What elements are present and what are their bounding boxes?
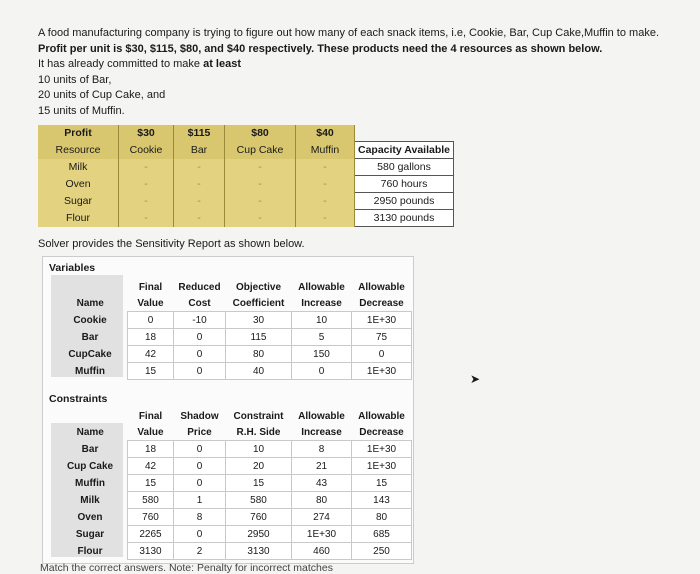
header-final: Final xyxy=(138,410,163,422)
header-spacer xyxy=(53,279,128,295)
capacity-sugar: 2950 pounds xyxy=(355,193,454,210)
profit-row xyxy=(38,125,454,142)
allowable-decrease: 15 xyxy=(352,475,412,492)
final-value: 2265 xyxy=(128,526,174,543)
allowable-increase: 274 xyxy=(292,509,352,526)
variables-table xyxy=(53,279,412,380)
header-decrease: Decrease xyxy=(359,426,404,438)
table-row xyxy=(53,346,412,363)
footer-instruction: Match the correct answers. Note: Penalty for incorrect matches xyxy=(40,562,333,574)
product-row xyxy=(38,142,454,159)
header-shadow: Shadow xyxy=(180,410,219,422)
header-reduced: Reduced xyxy=(178,281,221,293)
allowable-increase: 150 xyxy=(292,346,352,363)
table-row xyxy=(53,363,412,380)
shadow-price: 0 xyxy=(174,526,226,543)
constraint-name: Oven xyxy=(77,511,103,523)
sensitivity-report xyxy=(42,256,414,564)
reduced-cost: 0 xyxy=(174,346,226,363)
constraint-name: Muffin xyxy=(75,477,105,489)
profit-label: Profit xyxy=(38,125,119,142)
solver-caption: Solver provides the Sensitivity Report as shown below. xyxy=(38,238,305,250)
table-row xyxy=(53,526,412,543)
allowable-increase: 460 xyxy=(292,543,352,560)
final-value: 15 xyxy=(128,363,174,380)
resource-table xyxy=(38,125,454,227)
variable-name: Bar xyxy=(81,331,99,343)
resource-flour: Flour xyxy=(38,210,119,227)
variable-name: Cookie xyxy=(73,314,107,326)
allowable-increase: 80 xyxy=(292,492,352,509)
problem-statement xyxy=(38,26,678,119)
product-cookie: Cookie xyxy=(119,142,174,159)
allowable-increase: 43 xyxy=(292,475,352,492)
usage-cell: - xyxy=(174,193,225,210)
constraint-name: Milk xyxy=(80,494,100,506)
capacity-flour: 3130 pounds xyxy=(355,210,454,227)
allowable-decrease: 250 xyxy=(352,543,412,560)
header-value: Value xyxy=(137,426,164,438)
intro-line-2 xyxy=(38,42,678,58)
shadow-price: 8 xyxy=(174,509,226,526)
shadow-price: 1 xyxy=(174,492,226,509)
table-row xyxy=(53,329,412,346)
profit-cookie: $30 xyxy=(119,125,174,142)
variables-header-top xyxy=(53,279,412,295)
header-name: Name xyxy=(76,426,104,438)
product-bar: Bar xyxy=(174,142,225,159)
rhs-value: 10 xyxy=(226,441,292,458)
header-cost: Cost xyxy=(188,297,211,309)
allowable-decrease: 1E+30 xyxy=(352,363,412,380)
usage-cell: - xyxy=(119,159,174,176)
constraints-header-bottom xyxy=(53,424,412,441)
intro-line-3-prefix: It has already committed to make xyxy=(38,58,204,70)
shadow-price: 0 xyxy=(174,475,226,492)
table-row xyxy=(53,312,412,329)
header-allowable-inc: Allowable xyxy=(298,410,345,422)
constraints-table xyxy=(53,408,412,560)
allowable-decrease: 1E+30 xyxy=(352,312,412,329)
product-muffin: Muffin xyxy=(296,142,355,159)
profit-muffin: $40 xyxy=(296,125,355,142)
allowable-decrease: 0 xyxy=(352,346,412,363)
header-name: Name xyxy=(76,297,104,309)
constraint-name: Cup Cake xyxy=(66,460,114,472)
header-price: Price xyxy=(187,426,212,438)
capacity-milk: 580 gallons xyxy=(355,159,454,176)
table-row xyxy=(53,441,412,458)
header-rhs: R.H. Side xyxy=(236,426,281,438)
usage-cell: - xyxy=(174,159,225,176)
final-value: 42 xyxy=(128,458,174,475)
final-value: 18 xyxy=(128,329,174,346)
header-constraint: Constraint xyxy=(233,410,284,422)
rhs-value: 580 xyxy=(226,492,292,509)
variables-title: Variables xyxy=(49,262,96,274)
resource-row xyxy=(38,193,454,210)
allowable-decrease: 75 xyxy=(352,329,412,346)
header-final: Final xyxy=(138,281,163,293)
usage-cell: - xyxy=(119,210,174,227)
allowable-decrease: 685 xyxy=(352,526,412,543)
variables-header-bottom xyxy=(53,295,412,312)
resource-row xyxy=(38,159,454,176)
resource-milk: Milk xyxy=(38,159,119,176)
intro-line-3 xyxy=(38,57,678,73)
reduced-cost: 0 xyxy=(174,329,226,346)
allowable-decrease: 80 xyxy=(352,509,412,526)
profit-cupcake: $80 xyxy=(225,125,296,142)
table-row xyxy=(53,543,412,560)
profit-bar: $115 xyxy=(174,125,225,142)
header-allowable-dec: Allowable xyxy=(358,410,405,422)
usage-cell: - xyxy=(119,193,174,210)
objective-coefficient: 115 xyxy=(226,329,292,346)
objective-coefficient: 30 xyxy=(226,312,292,329)
allowable-increase: 1E+30 xyxy=(292,526,352,543)
intro-line-2-text: Profit per unit is $30, $115, $80, and $40 respectively. These products need the 4 resources as shown below. xyxy=(38,42,603,55)
constraints-header-top xyxy=(53,408,412,424)
capacity-header: Capacity Available xyxy=(355,142,454,159)
final-value: 3130 xyxy=(128,543,174,560)
blank-cell xyxy=(355,125,454,142)
allowable-decrease: 1E+30 xyxy=(352,458,412,475)
constraints-title: Constraints xyxy=(49,393,108,405)
usage-cell: - xyxy=(119,176,174,193)
reduced-cost: -10 xyxy=(174,312,226,329)
allowable-increase: 0 xyxy=(292,363,352,380)
allowable-increase: 5 xyxy=(292,329,352,346)
shadow-price: 0 xyxy=(174,458,226,475)
rhs-value: 2950 xyxy=(226,526,292,543)
rhs-value: 3130 xyxy=(226,543,292,560)
requirement-cupcake: 20 units of Cup Cake, and xyxy=(38,89,166,101)
shadow-price: 2 xyxy=(174,543,226,560)
allowable-decrease: 143 xyxy=(352,492,412,509)
header-increase: Increase xyxy=(301,426,342,438)
table-row xyxy=(53,492,412,509)
usage-cell: - xyxy=(225,210,296,227)
usage-cell: - xyxy=(225,193,296,210)
final-value: 18 xyxy=(128,441,174,458)
usage-cell: - xyxy=(225,159,296,176)
cursor-arrow-icon: ➤ xyxy=(470,372,481,386)
allowable-increase: 21 xyxy=(292,458,352,475)
usage-cell: - xyxy=(225,176,296,193)
header-objective: Objective xyxy=(235,281,282,293)
resource-row xyxy=(38,210,454,227)
rhs-value: 20 xyxy=(226,458,292,475)
resource-label: Resource xyxy=(38,142,119,159)
final-value: 15 xyxy=(128,475,174,492)
resource-sugar: Sugar xyxy=(38,193,119,210)
header-allowable-inc: Allowable xyxy=(298,281,345,293)
final-value: 580 xyxy=(128,492,174,509)
variable-name: Muffin xyxy=(75,365,105,377)
table-row xyxy=(53,475,412,492)
header-spacer xyxy=(53,408,128,424)
reduced-cost: 0 xyxy=(174,363,226,380)
objective-coefficient: 40 xyxy=(226,363,292,380)
header-value: Value xyxy=(137,297,164,309)
variable-name: CupCake xyxy=(68,348,112,360)
capacity-oven: 760 hours xyxy=(355,176,454,193)
constraint-name: Bar xyxy=(81,443,99,455)
usage-cell: - xyxy=(296,176,355,193)
requirement-muffin: 15 units of Muffin. xyxy=(38,104,125,117)
product-cupcake: Cup Cake xyxy=(225,142,296,159)
table-row xyxy=(53,509,412,526)
allowable-decrease: 1E+30 xyxy=(352,441,412,458)
final-value: 0 xyxy=(128,312,174,329)
usage-cell: - xyxy=(174,210,225,227)
header-allowable-dec: Allowable xyxy=(358,281,405,293)
constraint-name: Flour xyxy=(77,545,103,557)
intro-line-3-bold: at least xyxy=(203,58,241,70)
final-value: 42 xyxy=(128,346,174,363)
resource-row xyxy=(38,176,454,193)
shadow-price: 0 xyxy=(174,441,226,458)
header-decrease: Decrease xyxy=(359,297,404,309)
usage-cell: - xyxy=(296,210,355,227)
objective-coefficient: 80 xyxy=(226,346,292,363)
rhs-value: 15 xyxy=(226,475,292,492)
final-value: 760 xyxy=(128,509,174,526)
usage-cell: - xyxy=(296,193,355,210)
intro-line-1: A food manufacturing company is trying to figure out how many of each snack items, i.e, Cookie, Bar, Cup Cake,Muffin to make. xyxy=(38,27,659,39)
constraint-name: Sugar xyxy=(75,528,105,540)
rhs-value: 760 xyxy=(226,509,292,526)
header-increase: Increase xyxy=(301,297,342,309)
resource-oven: Oven xyxy=(38,176,119,193)
table-row xyxy=(53,458,412,475)
usage-cell: - xyxy=(174,176,225,193)
usage-cell: - xyxy=(296,159,355,176)
allowable-increase: 10 xyxy=(292,312,352,329)
header-coefficient: Coefficient xyxy=(232,297,285,309)
requirement-bar: 10 units of Bar, xyxy=(38,73,112,86)
allowable-increase: 8 xyxy=(292,441,352,458)
